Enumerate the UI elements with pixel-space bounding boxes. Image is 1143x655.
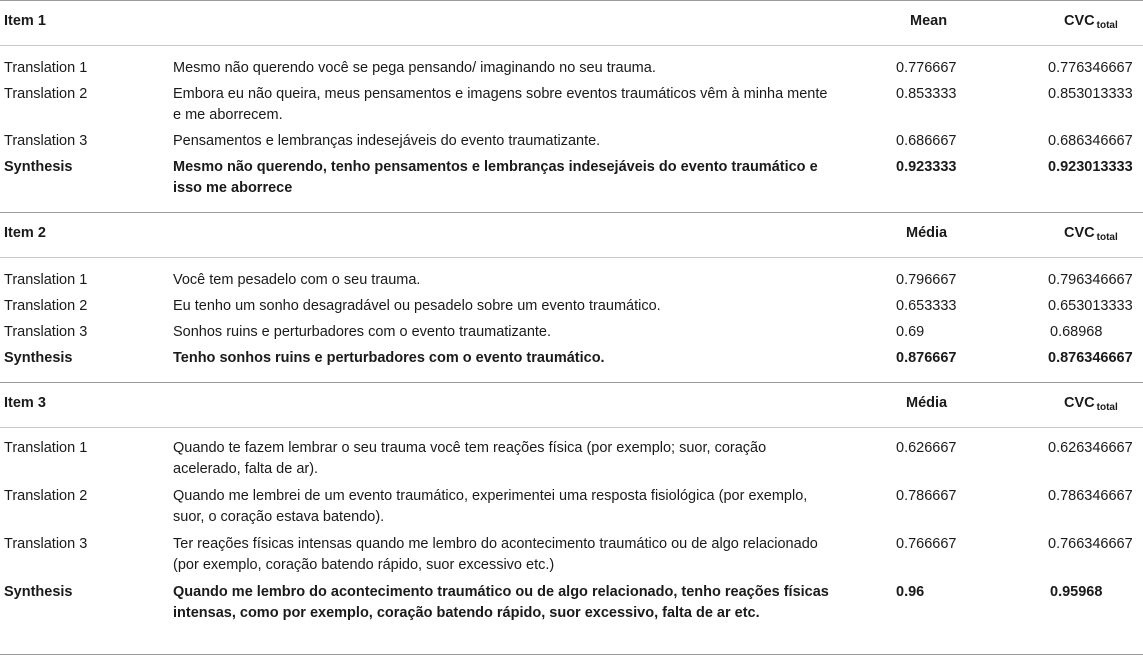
row-cvc: 0.653013333: [1048, 298, 1133, 314]
row-label: Translation 2: [4, 298, 88, 314]
row-mean: 0.96: [896, 584, 925, 600]
row-mean: 0.876667: [896, 350, 957, 366]
row-text: Eu tenho um sonho desagradável ou pesadelo sobre um evento traumático.: [173, 298, 661, 314]
item-2-section: [0, 212, 1143, 382]
row-mean: 0.776667: [896, 60, 957, 76]
cvc-column-header: CVC $_{total}$: [1064, 395, 1118, 413]
row-label: Synthesis: [4, 584, 73, 600]
item-3-section: [0, 382, 1143, 654]
table-row: [0, 58, 1143, 84]
row-cvc: 0.686346667: [1048, 133, 1133, 149]
row-text: Tenho sonhos ruins e perturbadores com o evento traumático.: [173, 350, 605, 366]
mean-column-header: Mean: [910, 13, 948, 29]
table-row: [0, 322, 1143, 348]
row-cvc: 0.853013333: [1048, 86, 1133, 102]
row-label: Synthesis: [4, 159, 73, 175]
row-label: Translation 1: [4, 60, 88, 76]
row-label: Translation 2: [4, 86, 88, 102]
table-row: [0, 270, 1143, 296]
table-row: [0, 131, 1143, 157]
row-label: Translation 2: [4, 488, 88, 504]
row-text: Embora eu não queira, meus pensamentos e imagens sobre eventos traumáticos vêm à minha mente e me aborrecem.: [173, 86, 828, 123]
row-text: Quando me lembrei de um evento traumático, experimentei uma resposta fisiológica (por exemplo, suor, o coração estava batendo).: [173, 488, 808, 525]
cvc-column-header: CVC $_{total}$: [1064, 225, 1118, 243]
item-1-header: [0, 0, 1143, 46]
table-row: [0, 296, 1143, 322]
row-label: Translation 1: [4, 272, 88, 288]
row-text: Pensamentos e lembranças indesejáveis do evento traumatizante.: [173, 133, 601, 149]
row-cvc: 0.796346667: [1048, 272, 1133, 288]
row-mean: 0.796667: [896, 272, 957, 288]
row-mean: 0.853333: [896, 86, 957, 102]
synthesis-row: [0, 157, 1143, 212]
row-mean: 0.923333: [896, 159, 957, 175]
item-3-header: [0, 382, 1143, 428]
item-1-section: [0, 0, 1143, 212]
row-cvc: 0.766346667: [1048, 536, 1133, 552]
mean-column-header: Média: [906, 225, 948, 241]
mean-column-header: Média: [906, 395, 948, 411]
row-mean: 0.653333: [896, 298, 957, 314]
row-cvc: 0.876346667: [1048, 350, 1133, 366]
row-cvc: 0.776346667: [1048, 60, 1133, 76]
row-text: Ter reações físicas intensas quando me lembro do acontecimento traumático ou de algo relacionado (por exemplo, coração batendo rápido, suor excessivo etc.): [173, 536, 818, 573]
table-row: [0, 534, 1143, 582]
table-row: [0, 438, 1143, 486]
row-cvc: 0.626346667: [1048, 440, 1133, 456]
row-cvc: 0.95968: [1050, 584, 1103, 600]
row-text: Quando te fazem lembrar o seu trauma você tem reações física (por exemplo; suor, coração acelerado, falta de ar).: [173, 440, 767, 477]
item-label: Item 2: [4, 225, 46, 241]
cvc-column-header: CVC $_{total}$: [1064, 13, 1118, 31]
row-text: Você tem pesadelo com o seu trauma.: [173, 272, 421, 288]
table-row: [0, 486, 1143, 534]
row-cvc: 0.786346667: [1048, 488, 1133, 504]
item-label: Item 3: [4, 395, 46, 411]
row-label: Translation 3: [4, 536, 88, 552]
row-label: Translation 1: [4, 440, 88, 456]
row-text: Sonhos ruins e perturbadores com o evento traumatizante.: [173, 324, 552, 340]
row-mean: 0.766667: [896, 536, 957, 552]
row-text: Mesmo não querendo você se pega pensando/ imaginando no seu trauma.: [173, 60, 656, 76]
table-row: [0, 84, 1143, 131]
synthesis-row: [0, 582, 1143, 654]
row-cvc: 0.68968: [1050, 324, 1103, 340]
row-cvc: 0.923013333: [1048, 159, 1133, 175]
synthesis-row: [0, 348, 1143, 382]
row-mean: 0.686667: [896, 133, 957, 149]
row-label: Synthesis: [4, 350, 73, 366]
row-mean: 0.626667: [896, 440, 957, 456]
item-2-header: [0, 212, 1143, 258]
row-mean: 0.69: [896, 324, 925, 340]
row-text: Quando me lembro do acontecimento traumático ou de algo relacionado, tenho reações físicas intensas, como por exemplo, coração batendo rápido, suor excessivo, falta de ar etc.: [173, 584, 829, 621]
row-label: Translation 3: [4, 133, 88, 149]
row-text: Mesmo não querendo, tenho pensamentos e lembranças indesejáveis do evento traumático e isso me aborrece: [173, 159, 818, 196]
row-label: Translation 3: [4, 324, 88, 340]
row-mean: 0.786667: [896, 488, 957, 504]
item-label: Item 1: [4, 13, 46, 29]
